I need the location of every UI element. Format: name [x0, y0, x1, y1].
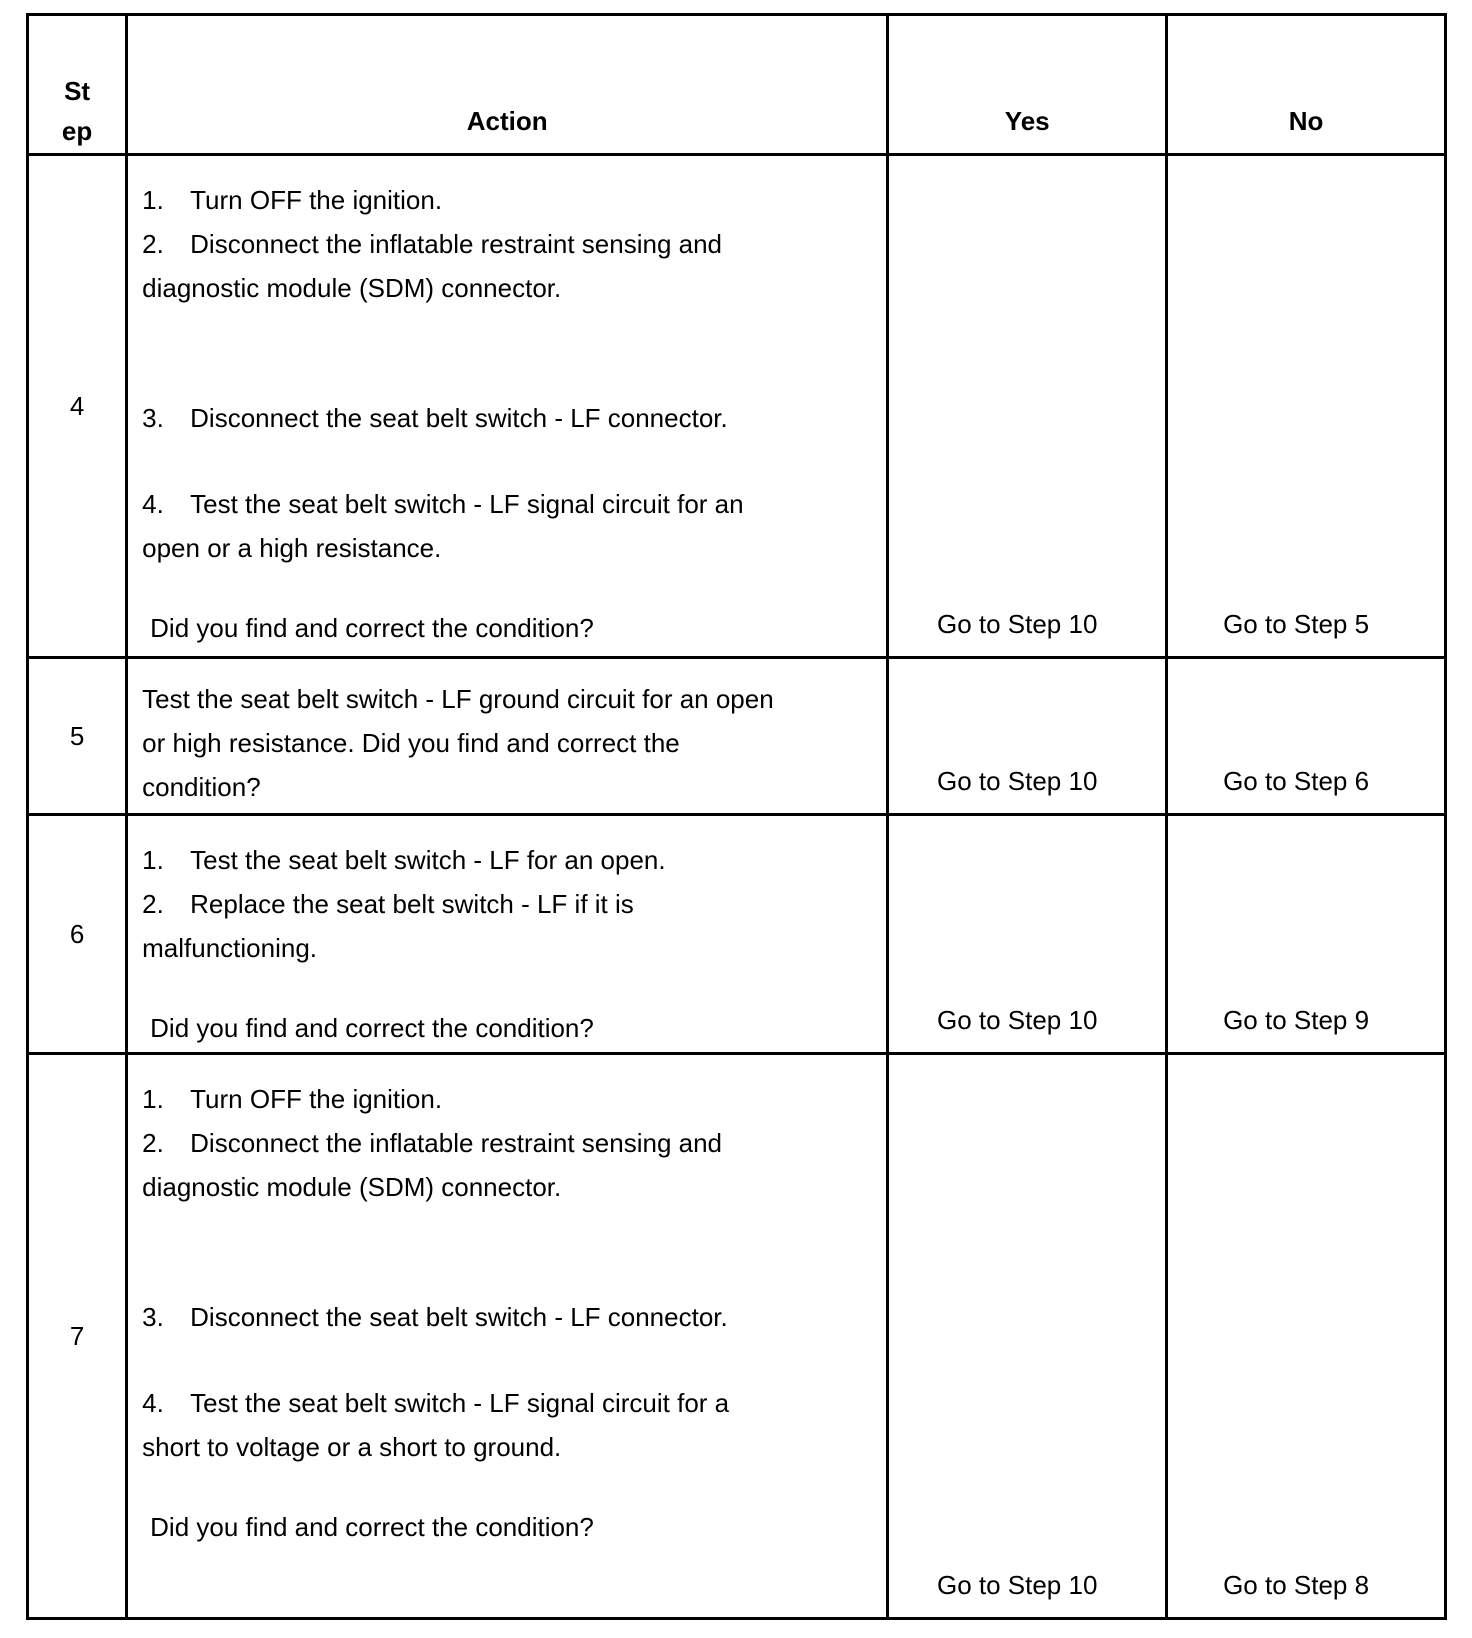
action-item-continued: malfunctioning. — [142, 933, 318, 963]
action-item-continued: diagnostic module (SDM) connector. — [142, 273, 562, 303]
action-cell — [127, 658, 888, 815]
yes-result: Go to Step 10 — [888, 815, 1167, 1054]
yes-result: Go to Step 10 — [888, 155, 1167, 658]
table-row — [28, 815, 1446, 1054]
table-row — [28, 155, 1446, 658]
header-action: Action — [127, 15, 888, 155]
action-line: condition? — [142, 772, 261, 802]
header-no: No — [1167, 15, 1446, 155]
header-step-line2: ep — [61, 116, 93, 146]
action-cell — [127, 815, 888, 1054]
action-item-continued: diagnostic module (SDM) connector. — [142, 1172, 562, 1202]
action-cell — [127, 155, 888, 658]
action-item: 1. Test the seat belt switch - LF for an open. — [142, 845, 666, 875]
no-result: Go to Step 5 — [1167, 155, 1446, 658]
action-item-continued: short to voltage or a short to ground. — [142, 1432, 562, 1462]
action-cell — [127, 1054, 888, 1619]
action-question: Did you find and correct the condition? — [150, 1013, 594, 1043]
action-line: Test the seat belt switch - LF ground circuit for an open — [142, 684, 774, 714]
table-row — [28, 658, 1446, 815]
action-item: 1. Turn OFF the ignition. — [142, 1084, 443, 1114]
header-yes: Yes — [888, 15, 1167, 155]
action-item: 3. Disconnect the seat belt switch - LF connector. — [142, 403, 728, 433]
step-number: 5 — [28, 658, 127, 815]
action-question: Did you find and correct the condition? — [150, 613, 594, 643]
no-result: Go to Step 8 — [1167, 1054, 1446, 1619]
action-line: or high resistance. Did you find and correct the — [142, 728, 680, 758]
yes-result: Go to Step 10 — [888, 1054, 1167, 1619]
action-item: 2. Disconnect the inflatable restraint sensing and — [142, 229, 723, 259]
table-row — [28, 1054, 1446, 1619]
no-result: Go to Step 6 — [1167, 658, 1446, 815]
diagnostic-table — [26, 13, 1447, 1620]
action-item: 2. Replace the seat belt switch - LF if it is — [142, 889, 634, 919]
action-item: 2. Disconnect the inflatable restraint sensing and — [142, 1128, 723, 1158]
step-number: 4 — [28, 155, 127, 658]
action-item: 3. Disconnect the seat belt switch - LF connector. — [142, 1302, 728, 1332]
action-item: 1. Turn OFF the ignition. — [142, 185, 443, 215]
action-item: 4. Test the seat belt switch - LF signal circuit for an — [142, 489, 744, 519]
yes-result: Go to Step 10 — [888, 658, 1167, 815]
action-item: 4. Test the seat belt switch - LF signal circuit for a — [142, 1388, 730, 1418]
action-question: Did you find and correct the condition? — [150, 1512, 594, 1542]
header-step-line1: St — [64, 76, 91, 106]
no-result: Go to Step 9 — [1167, 815, 1446, 1054]
header-step — [28, 15, 127, 155]
step-number: 6 — [28, 815, 127, 1054]
action-item-continued: open or a high resistance. — [142, 533, 442, 563]
header-row — [28, 15, 1446, 155]
step-number: 7 — [28, 1054, 127, 1619]
